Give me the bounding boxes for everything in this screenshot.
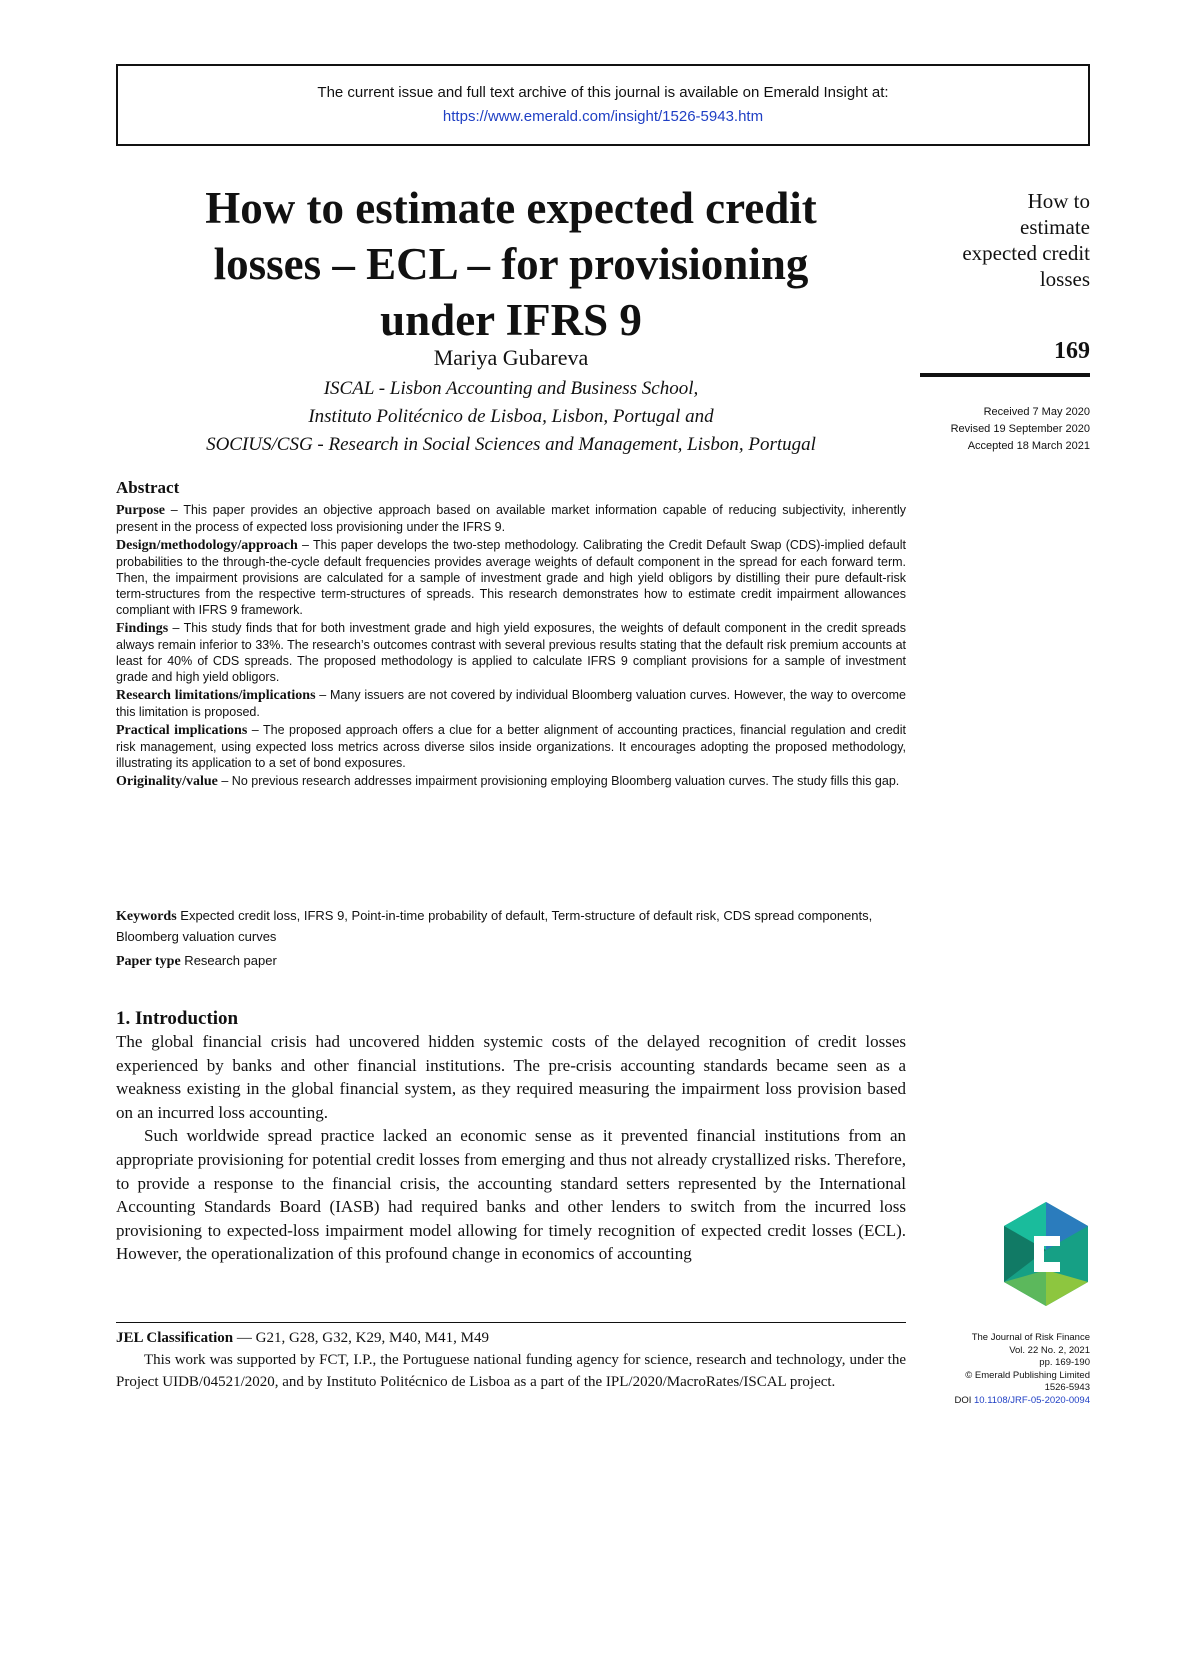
keywords-text: Expected credit loss, IFRS 9, Point-in-time probability of default, Term-structure of default risk, CDS spread components, Bloomberg valuation curves — [116, 908, 873, 944]
abstract-text: – Many issuers are not covered by individual Bloomberg valuation curves. However, the way to overcome this limitation is proposed. — [116, 688, 906, 719]
author-affiliation — [116, 375, 906, 459]
abstract-label: Purpose — [116, 503, 165, 518]
footnote-divider — [116, 1322, 906, 1323]
journal-copyright: © Emerald Publishing Limited — [965, 1369, 1090, 1381]
doi-link[interactable]: 10.1108/JRF-05-2020-0094 — [973, 1394, 1090, 1406]
journal-volume: Vol. 22 No. 2, 2021 — [1009, 1344, 1090, 1356]
affiliation-line: ISCAL - Lisbon Accounting and Business School, — [323, 378, 699, 399]
journal-doi — [900, 1395, 1090, 1408]
title-line: How to estimate expected credit — [205, 183, 817, 233]
journal-info — [900, 1332, 1090, 1407]
paper-type-text: Research paper — [180, 953, 277, 968]
running-title-line: estimate — [1020, 215, 1090, 239]
abstract-findings — [116, 620, 906, 685]
page-number: 169 — [1054, 338, 1090, 364]
intro-paragraph: The global financial crisis had uncovered hidden systemic costs of the delayed recognition of credit losses experienced by banks and other financial institutions. The pre-crisis accounting standards became seen as a weakness existing in the global financial system, as they required measuring the impairment loss provision based on an incurred loss accounting. — [116, 1032, 906, 1122]
affiliation-line: Instituto Politécnico de Lisboa, Lisbon, Portugal and — [308, 406, 714, 427]
abstract-label: Research limitations/implications — [116, 688, 316, 703]
jel-label: JEL Classification — [116, 1330, 234, 1346]
running-title-line: losses — [1039, 267, 1090, 291]
revised-date: Revised 19 September 2020 — [950, 423, 1090, 435]
submission-dates — [920, 404, 1090, 455]
journal-issn: 1526-5943 — [1044, 1382, 1090, 1393]
emerald-logo-icon — [1000, 1200, 1092, 1308]
journal-pages: pp. 169-190 — [1039, 1357, 1090, 1368]
running-title-line: expected credit — [962, 241, 1090, 265]
title-line: under IFRS 9 — [380, 295, 642, 345]
abstract-practical — [116, 722, 906, 771]
jel-codes: — G21, G28, G32, K29, M40, M41, M49 — [233, 1330, 489, 1346]
keywords — [116, 906, 906, 947]
abstract-originality — [116, 773, 906, 790]
introduction-body — [116, 1030, 906, 1266]
paper-title — [116, 180, 906, 348]
abstract-label: Practical implications — [116, 723, 248, 738]
paper-type — [116, 951, 906, 972]
abstract-label: Findings — [116, 621, 169, 636]
abstract-text: – This paper develops the two-step methodology. Calibrating the Credit Default Swap (CDS)-implied default probabilities to the through-the-cycle default frequencies provides average weights of default component in the spread for each forward term. Then, the impairment provisions are calculated for a sample of investment grade and high yield obligors by distilling their pure default-risk term-structures from the respective term-structures of spreads. This research demonstrates how to estimate credit impairment allowances compliant with IFRS 9 framework. — [116, 538, 906, 617]
footnote — [116, 1327, 906, 1393]
affiliation-line: SOCIUS/CSG - Research in Social Sciences and Management, Lisbon, Portugal — [206, 434, 816, 455]
margin-divider — [920, 373, 1090, 377]
introduction-heading: 1. Introduction — [116, 1008, 239, 1029]
abstract-design — [116, 537, 906, 618]
running-title — [930, 188, 1090, 292]
banner-text: The current issue and full text archive of this journal is available on Emerald Insight at: — [317, 84, 889, 101]
accepted-date: Accepted 18 March 2021 — [967, 440, 1090, 452]
abstract-text: – No previous research addresses impairment provisioning employing Bloomberg valuation curves. The study fills this gap. — [217, 774, 900, 788]
abstract-text: – This study finds that for both investment grade and high yield exposures, the weights of default component in the credit spreads always remain inferior to 33%. The research’s outcomes contrast with several previous results stating that the default risk premium accounts at least for 40% of CDS spreads. The proposed methodology is applied to calculate IFRS 9 compliant provisions for a sample of investment grade and high yield obligors. — [116, 621, 906, 684]
abstract-label: Design/methodology/approach — [116, 538, 298, 553]
keywords-label: Keywords — [116, 909, 177, 924]
journal-availability-banner — [116, 64, 1090, 146]
abstract-heading: Abstract — [116, 478, 180, 497]
abstract-limitations — [116, 687, 906, 720]
funding-statement: This work was supported by FCT, I.P., the Portuguese national funding agency for science, research and technology, under the Project UIDB/04521/2020, and by Instituto Politécnico de Lisboa as a part of the IPL/2020/MacroRates/ISCAL project. — [116, 1352, 906, 1390]
abstract-label: Originality/value — [116, 774, 218, 789]
intro-paragraph: Such worldwide spread practice lacked an economic sense as it prevented financial institutions from an appropriate provisioning for potential credit losses from emerging and thus not already crystallized risks. Therefore, to provide a response to the financial crisis, the accounting standard setters represented by the International Accounting Standards Board (IASB) had required banks and other lenders to switch from the incurred loss provisioning to expected-loss impairment model allowing for timely recognition of expected credit losses (ECL). However, the operationalization of this profound change in economics of accounting — [116, 1126, 906, 1264]
title-line: losses – ECL – for provisioning — [213, 239, 809, 289]
doi-label: DOI — [954, 1394, 974, 1406]
keywords-section — [116, 906, 906, 976]
jel-classification — [116, 1327, 906, 1349]
abstract-text: – This paper provides an objective approach based on available market information capable of reducing subjectivity, inherently present in the process of expected loss provisioning under the IFRS 9. — [116, 503, 906, 534]
author-name: Mariya Gubareva — [433, 345, 589, 370]
journal-url-link[interactable]: https://www.emerald.com/insight/1526-5943.htm — [442, 108, 764, 125]
abstract-body — [116, 502, 906, 792]
running-title-line: How to — [1027, 189, 1090, 213]
journal-name: The Journal of Risk Finance — [971, 1332, 1090, 1343]
paper-type-label: Paper type — [116, 954, 181, 969]
abstract-text: – The proposed approach offers a clue for a better alignment of accounting practices, financial regulation and credit risk management, using expected loss metrics across diverse silos inside organizations. It encourages adopting the proposed methodology, illustrating its application to a set of bond exposures. — [116, 723, 906, 770]
abstract-purpose — [116, 502, 906, 535]
received-date: Received 7 May 2020 — [983, 406, 1090, 418]
